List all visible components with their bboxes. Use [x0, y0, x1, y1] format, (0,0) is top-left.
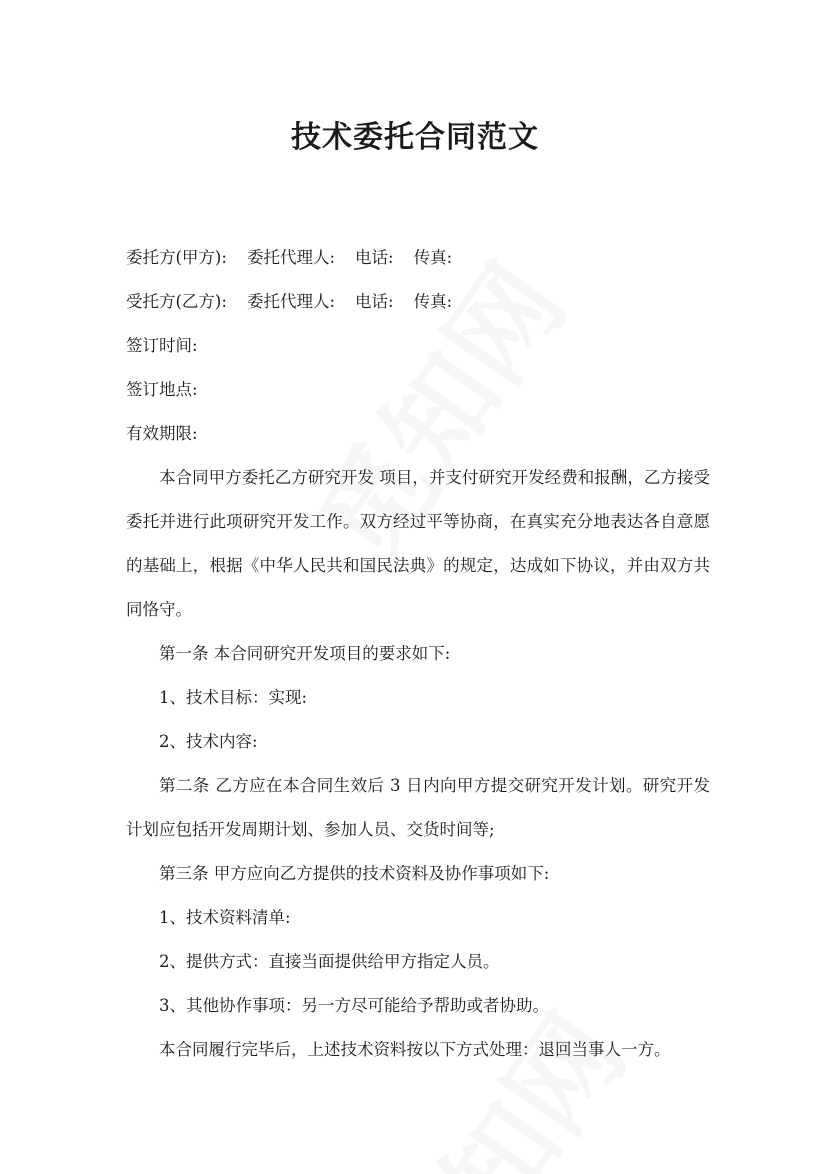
article-3-item-1: 1、技术资料清单: — [159, 908, 291, 927]
article-2-paragraph: 第二条 乙方应在本合同生效后 3 日内向甲方提交研究开发计划。研究开发计划应包括开发周期计划、参加人员、交货时间等; — [126, 776, 710, 839]
party-b-label: 受托方(乙方): — [126, 292, 227, 311]
article-1-item-1: 1、技术目标：实现: — [159, 688, 308, 707]
article-3-heading: 第三条 甲方应向乙方提供的技术资料及协作事项如下: — [159, 864, 550, 883]
article-3-item-3: 3、其他协作事项：另一方尽可能给予帮助或者协助。 — [159, 996, 549, 1015]
party-a-label: 委托方(甲方): — [126, 248, 227, 267]
sign-time-line: 签订时间: — [126, 336, 198, 355]
valid-period-line: 有效期限: — [126, 424, 198, 443]
document-title: 技术委托合同范文 — [291, 120, 539, 155]
party-a-fax-label: 传真: — [413, 248, 453, 267]
party-a-agent-label: 委托代理人: — [246, 248, 335, 267]
party-b-phone-label: 电话: — [355, 292, 394, 311]
sign-place-line: 签订地点: — [126, 380, 198, 399]
document-body — [126, 236, 710, 1072]
party-b-fax-label: 传真: — [413, 292, 453, 311]
after-performance-line: 本合同履行完毕后，上述技术资料按以下方式处理：退回当事人一方。 — [159, 1040, 671, 1059]
party-b-line — [126, 280, 710, 324]
party-a-line — [126, 236, 710, 280]
article-1-heading: 第一条 本合同研究开发项目的要求如下: — [159, 644, 451, 663]
intro-paragraph: 本合同甲方委托乙方研究开发 项目，并支付研究开发经费和报酬，乙方接受委托并进行此项研究开发工作。双方经过平等协商，在真实充分地表达各自意愿的基础上，根据《中华人民共和国民法典》的规定，达成如下协议，并由双方共同恪守。 — [126, 468, 710, 619]
article-1-item-2: 2、技术内容: — [159, 732, 258, 751]
party-a-phone-label: 电话: — [355, 248, 394, 267]
party-b-agent-label: 委托代理人: — [246, 292, 335, 311]
article-3-item-2: 2、提供方式：直接当面提供给甲方指定人员。 — [159, 952, 500, 971]
